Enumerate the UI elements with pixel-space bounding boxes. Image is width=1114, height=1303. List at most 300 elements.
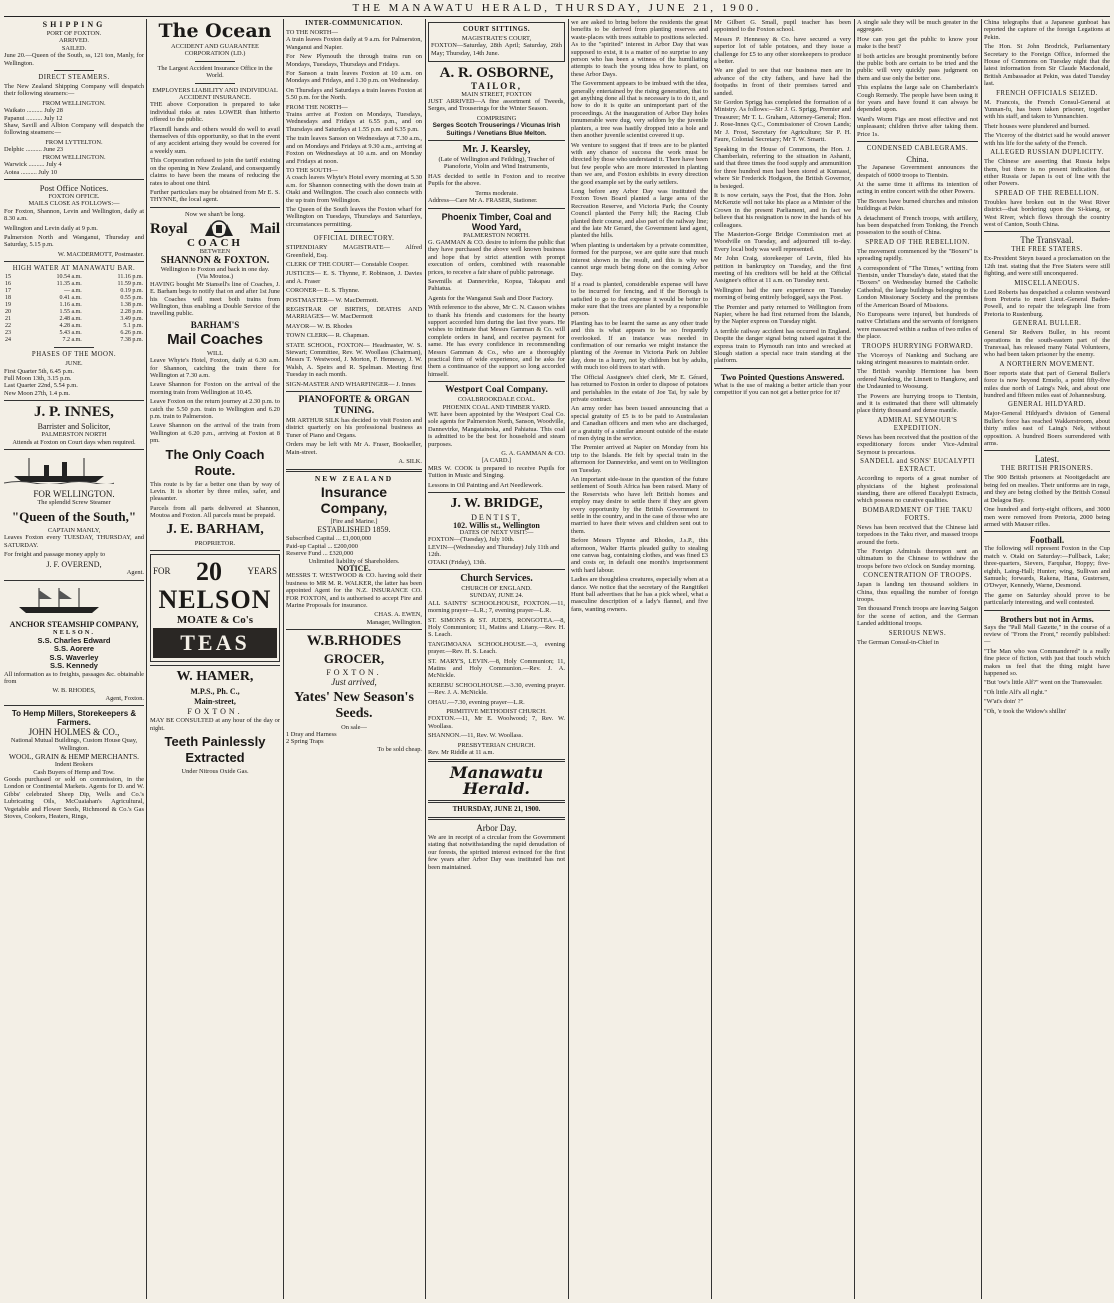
football-heading: Football. <box>1029 535 1065 546</box>
cable-subheading: ALLEGED RUSSIAN DUPLICITY. <box>990 149 1104 157</box>
cablegrams-heading: CONDENSED CABLEGRAMS. <box>866 145 969 153</box>
moon-month: JUNE. <box>65 360 83 368</box>
cable-subheading: BOMBARDMENT OF THE TAKU FORTS. <box>862 506 973 522</box>
news-paragraph: Ward's Worm Figs are most effective and not unpleasant; children thrive after taking them. Price 1s. <box>857 115 978 138</box>
news-paragraph: We are glad to see that our business men are in advance of the city fathers, and have had the footpaths in front of their premises tarred and sanded. <box>714 67 851 97</box>
column-rule <box>711 19 712 1299</box>
cable-subheading: GENERAL BULLER. <box>1012 320 1082 328</box>
from-wellington: FROM WELLINGTON. <box>42 153 106 161</box>
post-office-text: Wellington and Levin daily at 9 p.m. <box>4 224 98 232</box>
ic-label: TO THE SOUTH— <box>286 166 338 174</box>
tide-cell: 4.28 a.m. <box>59 323 82 330</box>
tide-cell: 2.28 p.m. <box>120 309 143 316</box>
tide-cell: 15 <box>5 274 11 281</box>
osborne-name: A. R. OSBORNE, <box>439 65 554 82</box>
cable-paragraph: No Europeans were injured, but hundreds of native Christians and the servants of foreigners were massacred within a radius of two miles of the place. <box>857 311 978 341</box>
proprietor-label: PROPRIETOR. <box>194 539 236 547</box>
terms-text: Terms moderate. <box>475 189 518 197</box>
sailed-label: SAILED. <box>61 44 87 52</box>
moon-line: First Quarter 5th, 6.45 p.m. <box>4 367 74 375</box>
cash-buyers: Cash Buyers of Hemp and Tow. <box>33 768 115 776</box>
news-paragraph: The Government appears to be imbued with the idea, generally entertained by the rising generation, that to get anything done all that is necessary is to do it, and how to do it is quite an unimportant part of the proceedings. At the inauguration of Arbor Day holes innumerable were dug, very seldom by the juvenile planters, a tree was hastily dropped into a hole and then another juvenile scientist covered it up. <box>571 80 708 140</box>
story-paragraph: "Oh, 'e took the Widow's shillin' <box>984 707 1067 715</box>
news-paragraph: If a road is planted, considerable expense will have to be incurred for fencing, and if the Borough is satisfied to go to that expense it would be better to make sure that the trees are planted by a responsible person. <box>571 280 708 318</box>
grocer-town: FOXTON. <box>326 668 382 678</box>
hamer-town: FOXTON. <box>187 707 243 717</box>
capital-line: Subscribed Capital ... £1,000,000 <box>286 535 372 543</box>
moon-line: Last Quarter 22nd, 5.54 p.m. <box>4 382 78 390</box>
innes-text: Attends at Foxton on Court days when required. <box>12 438 136 446</box>
coach-timetable: Leave Foxton on the return journey at 2.30 p.m. to catch the 5.50 p.m. train to Wellington and 6.20 p.m. train to Palmerston. <box>150 398 280 421</box>
orders-text: Orders may be left with Mr A. Fraser, Bookseller, Main-street. <box>286 441 422 456</box>
coach-timetable: Leave Shannon for Foxton on the arrival of the morning train from Wellington at 10.45. <box>150 381 280 396</box>
rhodes-agent: Agent, Foxton. <box>105 694 144 702</box>
moon-line: Full Moon 13th, 3.15 p.m. <box>4 374 72 382</box>
herald-date: THURSDAY, JUNE 21, 1900. <box>452 805 541 814</box>
steamer-line: Warwick .......... July 4 <box>4 161 62 169</box>
cable-subheading: ADMIRAL SEYMOUR'S EXPEDITION. <box>877 416 958 432</box>
parcels-text: Parcels from all parts delivered at Shannon, Moutoa and Foxton. All parcels must be prepaid. <box>150 504 280 520</box>
sunday-date: SUNDAY, JUNE 24. <box>469 592 524 600</box>
osborne-list: Serges Scotch Trouserings / Vicunas Irish Suitings / Venetians Blue Melton. <box>432 122 561 137</box>
capital-line: Reserve Fund ... £320,000 <box>286 550 354 558</box>
phoenix-heading: Phoenix Timber, Coal and Wood Yard, <box>441 211 552 232</box>
comprising-label: COMPRISING <box>476 114 517 122</box>
news-paragraph: An important side-issue in the question of the future settlement of South Africa has been raised. Many of the Reservists who have left British homes and employ may desire to settle there if they are given every opportunity by the British Government to settle in the country, and in the case of those who are married to have their wives and children sent out to them. <box>571 475 708 535</box>
ship-name: S.S. Aorere <box>53 644 95 654</box>
ocean-text: THE above Corporation is prepared to take individual risks at rates LOWER than hitherto offered to the public. <box>150 101 280 124</box>
kearsley-text: HAS decided to settle in Foxton and to receive Pupils for the above. <box>428 172 565 188</box>
anchor-company: ANCHOR STEAMSHIP COMPANY, <box>9 620 139 630</box>
directory-entry: JUSTICES— E. S. Thynne, F. Robinson, J. Davies and A. Fraser <box>286 270 422 285</box>
postmaster-signature: W. MACDERMOTT, Postmaster. <box>57 250 144 258</box>
page-masthead: THE MANAWATU HERALD, THURSDAY, JUNE 21, 1900. <box>352 2 762 14</box>
cable-paragraph: The Powers are hurrying troops to Tientsin, and it is estimated that there will ultimately place thirty thousand and dense mantle. <box>857 392 978 415</box>
steamship-illustration <box>4 456 114 484</box>
church-service: ST. MARY'S, LEVIN.—8, Holy Communion; 11, Matins and Holy Communion.—Rev. J. A. McNickle. <box>428 657 565 680</box>
silk-text: MR ARTHUR SILK has decided to visit Foxton and district quarterly on his professional business as Tuner of Piano and Organs. <box>286 417 422 439</box>
cable-subheading: GENERAL HILDYARD. <box>1007 401 1087 409</box>
tide-cell: 24 <box>5 337 11 344</box>
direct-steamers-heading: DIRECT STEAMERS. <box>38 74 110 82</box>
just-arrived: Just arrived, <box>331 676 377 687</box>
tide-cell: 7.2 a.m. <box>62 337 82 344</box>
news-paragraph: We venture to suggest that if trees are to be planted with any chance of success the work must be directed by those who understand it. There have been but few people who are more interested in planting than we are, and Foxton exhibits in every direction the good example set by the early settlers. <box>571 141 708 186</box>
news-paragraph: we are asked to bring before the residents the great benefits to be derived from planting reserves and waste-places with trees suitable to positions selected. As to the "spirited" interest in Arbor Day that was supposed to exist, it is a matter of no surprise to any person who has been a witness of the humiliating attempts to teach the young idea how to plant, on these Arbor Days. <box>571 19 708 78</box>
directory-entry: STIPENDIARY MAGISTRATE— Alfred Greenfield, Esq. <box>286 244 422 259</box>
ewen-title: Manager, Wellington. <box>366 618 422 626</box>
thanks-text: With reference to the above, Mr C. N. Casson wishes to thank his friends and customers for the hearty support accorded him during the last five years. He wishes to intimate that Messrs Gamman & Co. will complete orders in hand, and receive payment for same. He has every confidence in recommending Messrs Gamman & Co., who are a thoroughly practical firm of wide experience, and he asks for them a continuance of the support so long accorded himself. <box>428 304 565 378</box>
news-paragraph: Wellington had the rare experience on Tuesday morning of being entirely befogged, says the Post. <box>714 286 851 302</box>
sawmills-text: Sawmills at Dannevirke, Kopua, Takapau and Pahiatua. <box>428 277 565 293</box>
cable-paragraph: The German Consul-in-Chief in <box>857 638 939 646</box>
shipping-heading: SHIPPING <box>42 20 106 29</box>
tide-table <box>4 274 144 344</box>
ship-name: S.S. Waverley <box>49 652 99 662</box>
cable-paragraph: The British warship Hermione has been ordered Nanking, the Linnett to Hangkow, and the Undaunted to Woosung. <box>857 368 978 391</box>
cable-paragraph: M. Francois, the French Consul-General at Yunnan-fu, has been taken prisoner, together with his staff, and taken to Yunnanchien. <box>984 98 1110 121</box>
post-office-sub: FOXTON OFFICE. <box>48 192 100 200</box>
latest-heading: Latest. <box>1034 454 1060 465</box>
coalbrook-label: COALBROOKDALE COAL. <box>457 396 536 404</box>
news-paragraph: Before Messrs Thynne and Rhodes, J.s.P., this afternoon, Walter Harris pleaded guilty to stealing one canvas bag, containing clothes, and was fined £3 and costs or, in default one month's imprisonment with hard labour. <box>571 537 708 574</box>
merchants-heading: WOOL, GRAIN & HEMP MERCHANTS. <box>8 752 140 762</box>
coach-label: COACH <box>187 237 243 250</box>
gamman-signature: G. A. GAMMAN & CO. <box>501 450 565 458</box>
arbor-text: We are in receipt of a circular from the Government stating that notwithstanding the rapid denudation of our forests, the spirited interest evinced for the first few years after Arbor Day was instituted has not been maintained. <box>428 833 565 871</box>
church-service: Rev. Mr Riddle at 11 a.m. <box>428 749 495 757</box>
bridge-name: J. W. BRIDGE, <box>450 496 543 512</box>
nz-insurance-company: Insurance Company, <box>320 483 388 516</box>
from-lyttelton: FROM LYTTELTON. <box>45 138 103 146</box>
tide-cell: 11.16 p.m. <box>117 274 143 281</box>
tide-row <box>4 316 144 323</box>
tide-cell: 2.48 a.m. <box>59 316 82 323</box>
captain: CAPTAIN MANLY, <box>47 526 101 534</box>
for-wellington-heading: FOR WELLINGTON. <box>33 489 115 500</box>
cable-subheading: THE BRITISH PRISONERS. <box>1000 465 1094 473</box>
tide-cell: 18 <box>5 295 11 302</box>
ic-text: Trains arrive at Foxton on Mondays, Tuesdays, Wednesdays and Fridays at 6.55 p.m., and on Thursdays and Saturdays at 1.55 p.m. and 6.35 p.m. <box>286 111 422 133</box>
innes-title: Barrister and Solicitor, <box>37 422 111 432</box>
cable-subheading: SPREAD OF THE REBELLION. <box>994 189 1100 197</box>
nz-fire-marine: [Fire and Marine.] <box>330 517 378 525</box>
cable-paragraph: Japan is landing ten thousand soldiers in China, thus equalling the number of foreign troops. <box>857 581 978 603</box>
mail-label: Mail <box>250 220 280 237</box>
shaw-text: Shaw, Savill and Albion Company will despatch the following steamers:— <box>4 122 144 137</box>
tide-cell: 7.38 p.m. <box>120 337 143 344</box>
post-office-text: For Foxton, Shannon, Levin and Wellington, daily at 8.30 a.m. <box>4 207 144 223</box>
cable-paragraph: A correspondent of "The Times," writing from Tientsin, under Thursday's date, stated that the "Boxers" on Wednesday burned the Catholic Cathedral, the large buildings belonging to the London Missionary Society and the premises of the American Board of Missions. <box>857 264 978 309</box>
cable-subheading: FRENCH OFFICIALS SEIZED. <box>996 89 1098 97</box>
hamer-qualifications: M.P.S., Ph. C., <box>190 687 240 697</box>
news-paragraph: An army order has been issued announcing that a special gratuity of £5 is to be paid to Australasian and Canadian officers and men who are discharged, or a gratuity of a similar amount outside of the estate of men dying in the service. <box>571 405 708 442</box>
tide-cell: 17 <box>5 288 11 295</box>
court-text: FOXTON—Saturday, 28th April; Saturday, 26th May; Thursday, 14th June. <box>431 42 562 57</box>
church-service: ALL SAINTS' SCHOOLHOUSE, FOXTON.—11, morning prayer—L.R.; 7, evening prayer—L.R. <box>428 599 565 615</box>
tide-cell: 1.38 p.m. <box>120 302 143 309</box>
via-moutoa: (Via Moutoa.) <box>196 273 234 281</box>
cable-paragraph: Major-General Hildyard's division of General Buller's force has reached Wakkerstroom, about thirty miles east of Laing's Nek, without opposition. A hundred Boers surrendered with arms. <box>984 410 1110 448</box>
sailed-text: June 20.—Queen of the South, ss, 121 ton, Manly, for Wellington. <box>4 52 144 67</box>
tide-row <box>4 309 144 316</box>
cable-paragraph: China telegraphs that a Japanese gunboat has reported the capture of the foreign Legations at Pekin. <box>984 19 1110 41</box>
story-paragraph: "But 'ow's little Alf?" went on the Transvaaler. <box>984 679 1103 687</box>
ic-text: The Queen of the South leaves the Foxton wharf for Wellington on Tuesdays, Thursdays and Saturdays, circumstances permitting. <box>286 205 422 228</box>
story-paragraph: "Oh little Alf's all right." <box>984 688 1047 696</box>
address-text: Address—Care Mr A. FRASER, Stationer. <box>428 197 538 205</box>
directory-entry: TOWN CLERK— R. Chapman. <box>286 332 370 340</box>
arrived-label: ARRIVED. <box>59 37 89 45</box>
cable-paragraph: News has been received that the Chinese laid torpedoes in the Taku river, and massed troops around the forts. <box>857 523 978 546</box>
cable-paragraph: At the same time it affirms its intention of acting in entire concert with the other Powers. <box>857 180 978 196</box>
news-paragraph: The Official Assignee's chief clerk, Mr E. Gérard, has returned to Foxton in order to dispose of potatoes and perishables in the estate of Joe Tai, by sale by private contract. <box>571 373 708 403</box>
mail-coaches-heading: Mail Coaches <box>167 330 263 348</box>
piano-tuning-heading: PIANOFORTE & ORGAN TUNING. <box>298 395 410 417</box>
news-paragraph: Messrs P. Hennessy & Co. have secured a very superior lot of table potatoes, and they issue a challenge for £5 to any other storekeepers to produce a better. <box>714 35 851 66</box>
steamer-line: Papanui .......... July 12 <box>4 114 63 122</box>
court-heading: COURT SITTINGS. <box>462 26 531 33</box>
church-of-england: CHURCH OF ENGLAND. <box>461 584 532 592</box>
on-sale: On sale— <box>341 723 367 731</box>
directory-entry: MAYOR— W. B. Rhodes <box>286 322 353 330</box>
nz-established: ESTABLISHED 1859. <box>317 525 391 535</box>
news-paragraph: Speaking in the House of Commons, the Hon. J. Chamberlain, referring to the situation in Ashanti, said that three times the food supply and ammunition for three hundred men had been stored at Kumassi, where Sir Frederick Hodgson, the British Governor, is besieged. <box>714 145 851 190</box>
herald-title: Manawatu Herald. <box>449 763 544 799</box>
cable-paragraph: The 900 British prisoners at Nooitgedacht are being fed on mealies. Their uniforms are in rags, and they are being clothed by the British Consul at Delagoa Bay. <box>984 474 1110 504</box>
qa-text: What is the use of making a better article than your competitor if you can not get a better price for it? <box>714 381 851 397</box>
post-office-mails: MAILS CLOSE AS FOLLOWS:— <box>28 200 120 208</box>
direct-text: The New Zealand Shipping Company will despatch their following steamers:— <box>4 83 144 98</box>
two-questions-heading: Two Pointed Questions Answered. <box>720 371 845 382</box>
cable-paragraph: Lord Roberts has despatched a column westward from Pretoria to meet Lieut.-General Baden-Powell, and to repair the telegraph line from Pretoria to Rustenburg. <box>984 288 1110 318</box>
coach-timetable: Leave Whyte's Hotel, Foxton, daily at 6.30 a.m. for Shannon, catching the train there for Wellington at 7.30 a.m. <box>150 357 280 379</box>
will-label: WILL <box>207 349 223 357</box>
tide-cell: 5.43 a.m. <box>59 330 82 337</box>
steamer-line: Aotea .......... July 10 <box>4 168 58 176</box>
port-line: PORT OF FOXTON. <box>46 30 102 37</box>
news-paragraph: The Masterton-Gorge Bridge Commission met at Woodville on Tuesday, and adjourned till to-day. Every local body was well represented. <box>714 230 851 253</box>
ic-text: On Thursdays and Saturdays a train leaves Foxton at 5.50 p.m. for the North. <box>286 86 422 102</box>
yates-seeds: Yates' New Season's Seeds. <box>294 689 414 721</box>
column-8 <box>984 19 1110 1299</box>
employers-liability: EMPLOYERS LIABILITY AND INDIVIDUAL ACCIDENT INSURANCE. <box>152 86 278 102</box>
tide-cell: 0.41 a.m. <box>59 295 82 302</box>
teeth-heading: Teeth Painlessly Extracted <box>164 733 266 765</box>
osborne-street: MAIN STREET, FOXTON <box>461 90 532 98</box>
ocean-office: The Largest Accident Insurance Office in the World. <box>157 64 273 80</box>
barhams-label: BARHAM'S <box>190 319 240 330</box>
ic-text: For Sanson a train leaves Foxton at 10 a.m. on Mondays and Fridays, and 1.30 p.m. on Wednesday. <box>286 70 422 85</box>
directory-entry: SIGN-MASTER AND WHARFINGER— J. Innes <box>286 380 416 388</box>
column-rule <box>146 19 147 1299</box>
tide-cell: 20 <box>5 309 11 316</box>
cable-paragraph: News has been received that the position of the expeditionary forces under Vice-Admiral Seymour is precarious. <box>857 433 978 456</box>
china-heading: China. <box>906 154 929 165</box>
news-paragraph: The Premier arrived at Napier on Monday from his trip to the Islands. He felt by special train in the afternoon for Dannevirke, and went on to Wellington on Tuesday. <box>571 444 708 474</box>
cable-paragraph: General Sir Redvers Buller, in his recent operations in the south-eastern part of the Transvaal, has released many Natal Volunteers, who had been taken prisoner by the enemy. <box>984 329 1110 359</box>
moon-heading: PHASES OF THE MOON. <box>31 351 117 359</box>
coach-timetable: Leave Shannon on the arrival of the train from Wellington at 6.20 p.m., arriving at Foxton at 8 pm. <box>150 422 280 445</box>
anchor-nelson: NELSON. <box>53 629 95 637</box>
brothers-heading: Brothers but not in Arms. <box>1000 613 1094 624</box>
ewen-name: CHAS. A. EWEN, <box>374 611 422 619</box>
tide-cell: 19 <box>5 302 11 309</box>
rhodes-heading: W.B.RHODES <box>306 633 402 650</box>
holmes-name: JOHN HOLMES & CO., <box>28 727 120 738</box>
visit-line: LEVIN—(Wednesday and Thursday) July 11th and 12th. <box>428 543 560 559</box>
directory-entry: POSTMASTER— W. MacDermott. <box>286 296 379 304</box>
tide-cell: 5.1 p.m. <box>123 323 143 330</box>
moate-label: MOATE & Co's <box>176 614 254 627</box>
tide-cell: 16 <box>5 281 11 288</box>
royal-label: Royal <box>150 220 188 237</box>
ship-name: S.S. Kennedy <box>50 661 98 671</box>
westport-text: WE have been appointed by the Westport Coal Co. sole agents for Palmerston North, Sanson, Woodville, Dannevirke, Mangatainoka, and Pahiatua. This coal is admitted to be the best for household and steam purposes. <box>428 411 565 448</box>
tide-row <box>4 330 144 337</box>
church-service: OHAU.—7.30, evening prayer—L.R. <box>428 698 525 706</box>
cable-paragraph: The Foreign Admirals thereupon sent an ultimatum to the Chinese to withdraw the troops before two o'clock on Sunday morning. <box>857 547 978 570</box>
tailor-label: TAILOR, <box>470 81 523 92</box>
column-rule <box>981 19 982 1299</box>
liability-text: Unlimited liability of Shareholders. <box>308 557 400 565</box>
transvaal-heading: The Transvaal. <box>1020 235 1074 246</box>
directory-entry: REGISTRAR OF BIRTHS, DEATHS AND MARRIAGES— W. MacDermott <box>286 306 422 321</box>
capital-line: Paid-up Capital ... £200,000 <box>286 542 358 550</box>
church-service: TANGIMOANA SCHOOLHOUSE.—3, evening prayer.—Rev. H. S. Leach. <box>428 640 565 656</box>
sold-cheap: To be sold cheap. <box>377 745 422 753</box>
hamer-name: W. HAMER, <box>176 669 254 685</box>
tide-row <box>4 337 144 344</box>
nelson-teas-advert <box>150 554 280 662</box>
cable-paragraph: The Japanese Government announces the despatch of 6000 troops to Tientsin. <box>857 164 978 179</box>
osborne-text: JUST ARRIVED—A fine assortment of Tweeds, Serges, and Trouserings for the Winter Season. <box>428 98 565 113</box>
visit-heading: DATES OF NEXT VISIT:— <box>459 528 534 536</box>
cable-subheading: SANDELL and SONS' EUCALYPTI EXTRACT. <box>860 458 975 474</box>
card-label: [A CARD.] <box>481 457 512 465</box>
cable-paragraph: Their houses were plundered and burned. <box>984 122 1090 130</box>
tide-cell: 0.19 p.m. <box>120 288 143 295</box>
sale-item: 1 Dray and Harness <box>286 731 337 738</box>
cook-text: MRS W. COOK is prepared to receive Pupils for Tuition in Music and Singing. <box>428 464 565 480</box>
innes-name: J. P. INNES, <box>34 404 114 421</box>
column-rule <box>854 19 855 1299</box>
cable-paragraph: The Viceroy of the district said he would answer with his life for the safety of the French. <box>984 132 1110 147</box>
cable-paragraph: The Boxers have burned churches and mission buildings at Pekin. <box>857 197 978 213</box>
news-paragraph: Planting has to be learnt the same as any other trade and this is what appears to be so frequently overlooked. If an instance was needed in confirmation of our remarks we might instance the planting of the Avenue in Victoria Park on Jubilee day, done in a hurry, not by children but by adults, with much too old trees to start with. <box>571 319 708 372</box>
cable-paragraph: The Hon. St John Brodrick, Parliamentary Secretary to the Foreign Office, informed the House of Commons on Tuesday night that the latest information from Sir Claude Macdonald, British Ambassador at Pekin, was dated Tuesday last. <box>984 43 1110 88</box>
ic-text: A train leaves Foxton daily at 9 a.m. for Palmerston, Wanganui and Napier. <box>286 36 422 51</box>
news-paragraph: Mr John Craig, storekeeper of Levin, filed his petition in bankruptcy on Tuesday, and the first meeting of his creditors will be held at the Official Assignee's office at 11 a.m. on Tuesday next. <box>714 255 851 285</box>
lessons-text: Lessons in Oil Painting and Art Needlework. <box>428 481 543 489</box>
silk-signature: A. SILK. <box>398 458 422 466</box>
tide-cell: 6.26 p.m. <box>120 330 143 337</box>
tide-cell: 11.59 p.m. <box>117 281 143 288</box>
column-2 <box>150 19 280 1299</box>
cable-paragraph: Ten thousand French troops are leaving Saigon for the scene of action, and the German Landed additional troops. <box>857 605 978 628</box>
innes-place: PALMERSTON NORTH <box>41 431 107 439</box>
ocean-subtitle: ACCIDENT AND GUARANTEE CORPORATION (LD.) <box>171 43 259 58</box>
news-paragraph: How can you get the public to know your make is the best? <box>857 35 978 51</box>
cable-paragraph: The Viceroys of Nanking and Suchang are taking stringent measures to maintain order. <box>857 351 978 367</box>
church-service: FOXTON.—11, Mr E. Woolwood; 7, Rev. W. Woollass. <box>428 715 565 730</box>
queen-of-the-south: "Queen of the South," <box>11 508 137 524</box>
post-office-text: Palmerston North and Wanganui, Thursday and Saturday, 5.15 p.m. <box>4 233 144 249</box>
court-sub: MAGISTRATE'S COURT, <box>461 35 532 42</box>
official-directory-heading: OFFICIAL DIRECTORY. <box>313 235 395 243</box>
news-paragraph: Sir Gordon Sprigg has completed the formation of a Ministry. As follows:—Sir J. G. Sprigg, Premier and Treasurer; Mr T. L. Graham, Attorney-General; Hon. J. Rose-Innes Q.C., Commissioner of Crown Lands; Mr J. Frost, Secretary for Agriculture; Sir P. H. Faure, Colonial Secretary; Mr T. W. Smartt. <box>714 99 851 144</box>
masthead-rule <box>4 16 1110 17</box>
ship-illustration <box>4 587 114 615</box>
cable-paragraph: The Chinese are asserting that Russia helps them, but there is no present indication that either Russia or Japan is out of line with the other Powers. <box>984 158 1110 188</box>
cable-subheading: CONCENTRATION OF TROOPS. <box>863 572 972 580</box>
tide-row <box>4 274 144 281</box>
column-1 <box>4 19 144 1299</box>
cable-paragraph: One hundred and forty-eight officers, and 3000 men were removed from Pretoria, 2000 being armed with Mauser rifles. <box>984 506 1110 528</box>
twenty-label: 20 <box>196 557 222 587</box>
bridge-address: 102. Willis st., Wellington <box>453 520 540 530</box>
ocean-text: Flaxmill hands and others would do well to avail themselves of this opportunity, so that in the event of any accident arising they would be covered for a weekly sum. <box>150 125 280 155</box>
cable-paragraph: Troubles have broken out in the West River district—that bordering upon the Si-kiang, or West River, which flows through the country west of Canton, South China. <box>984 198 1110 228</box>
cable-paragraph: According to reports of a great number of physicians of the highest professional standing, there are offered Eucalypti Extracts, which possess no curative qualities. <box>857 475 978 505</box>
route-text: This route is by far a better one than by way of Levin. It is shorter by three miles, safer, and pleasanter. <box>150 480 280 503</box>
barham-name: J. E. BARHAM, <box>166 521 264 537</box>
steamer-line: Waikato .......... July 28 <box>4 107 63 115</box>
kearsley-name: Mr. J. Kearsley, <box>462 144 531 156</box>
arbor-day-heading: Arbor Day. <box>476 822 517 833</box>
coach-text: Wellington to Foxton and back in one day. <box>160 265 270 273</box>
teas-label: TEAS <box>153 628 277 658</box>
news-paragraph: If both articles are brought prominently before the public both are certain to be tried and the public will very quickly pass judgment on them and use only the better one. <box>857 52 978 82</box>
steamer-line: Delphic .......... June 23 <box>4 146 64 154</box>
news-paragraph: Long before any Arbor Day was instituted the Foxton Town Board planted a large area of the Recreation Reserve, and Victoria Park; the County Council planted the Ferry hill; the Racing Club planted their course, and also part of the railway line; and the late Mr Gerard, the Government land agent, planted the hills. <box>571 187 708 240</box>
freight-text: For freight and passage money apply to <box>4 551 106 559</box>
overend-name: J. F. OVEREND, <box>46 560 102 570</box>
screw-steamer: The splendid Screw Steamer <box>37 499 111 507</box>
ic-text: The train leaves Sanson on Wednesdays at 7.30 a.m., and on Mondays and Fridays at 9.30 a.m., arriving at Foxton on Wednesdays at 10 a.m. and on Monday and Fridays at noon. <box>286 135 422 165</box>
visit-line: OTAKI (Friday), 13th. <box>428 558 487 566</box>
directory-entry: CORONER— E. S. Thynne. <box>286 287 360 295</box>
news-paragraph: It is now certain, says the Post, that the Hon. John McKenzie will not take his place as a Minister of the Crown in the present Parliament, and in fact we believe that his resignation is now in the hands of his colleagues. <box>714 191 851 229</box>
tide-cell: — a.m. <box>63 288 82 295</box>
news-paragraph: This explains the large sale on Chamberlain's Cough Remedy. The people have been using it for years and have found it can always be depended upon. <box>857 84 978 114</box>
column-rule <box>568 19 569 1299</box>
column-rule <box>283 19 284 1299</box>
ic-label: FROM THE NORTH— <box>286 103 348 111</box>
hemp-millers-heading: To Hemp Millers, Storekeepers & Farmers. <box>11 709 137 728</box>
tide-cell: 22 <box>5 323 11 330</box>
tide-row <box>4 302 144 309</box>
tide-cell: 21 <box>5 316 11 323</box>
news-paragraph: When planting is undertaken by a private committee, formed for the purpose, we are quite sure that much interest shown in the result, and this is why we cannot urge much being done on the coming Arbor Day. <box>571 241 708 279</box>
ic-text: A coach leaves Whyte's Hotel every morning at 5.30 a.m. for Shannon connecting with the down train at Otaki and Wellington. The coach also connects with the up train from Wellington. <box>286 174 422 204</box>
tide-row <box>4 323 144 330</box>
goods-text: Goods purchased or sold on commission, in the London or Continental Markets. Agents for D. and W. Gibbs' celebrated Sheep Dip, Wells and Co.'s Lubricating Oils, McCuaiahan's Agricultural, Vegetable and Flower Seeds, Richmond & Co.'s Gas Stoves, Cookers, Heaters, Rings, <box>4 775 144 820</box>
ocean-text: Further particulars may be obtained from Mr E. S. THYNNE, the local agent. <box>150 188 280 204</box>
cable-paragraph: A detachment of French troops, with artillery, has been despatched from Tonking, the French possession to the south of China. <box>857 214 978 237</box>
cable-paragraph: Boer reports state that part of General Buller's force is now beyond Ermelo, a point fifty-five miles due north of Laing's Nek, and about one hundred and fifteen miles east of Johannesburg. <box>984 369 1110 400</box>
westport-heading: Westport Coal Company. <box>445 385 548 396</box>
church-service: KEREBU SCHOOLHOUSE.—3.30, evening prayer.—Rev. J. A. McNickle. <box>428 681 565 697</box>
post-office-heading: Post Office Notices. <box>39 182 109 193</box>
ocean-text: This Corporation refused to join the tariff existing on the opening in New Zealand, and consequently claims to have been the means of reducing the rates to about one third. <box>150 157 280 187</box>
tide-row <box>4 288 144 295</box>
tide-cell: 1.55 a.m. <box>59 309 82 316</box>
grocer-label: GROCER, <box>323 651 385 667</box>
moon-line: New Moon 27th, 1.4 p.m. <box>4 389 71 397</box>
football-paragraph: The game on Saturday should prove to be particularly interesting, and well contested. <box>984 591 1110 607</box>
between-label: BETWEEN <box>199 247 231 255</box>
dentist-label: DENTIST, <box>471 513 522 523</box>
coach-tagline: Now we shan't be long. <box>185 210 245 218</box>
news-paragraph: A single sale they will be much greater in the aggregate. <box>857 19 978 34</box>
phoenix-yard: PHOENIX COAL AND TIMBER YARD. <box>442 403 551 411</box>
rhodes-name: W. B. RHODES, <box>52 687 96 695</box>
ship-name: S.S. Charles Edward <box>37 635 111 645</box>
visit-line: FOXTON—(Tuesday), July 10th. <box>428 536 515 544</box>
column-4 <box>428 19 565 1299</box>
tide-row <box>4 295 144 302</box>
tide-row <box>4 281 144 288</box>
church-service: SHANNON.—11, Rev. W. Woollass. <box>428 732 523 740</box>
news-paragraph: Ladies are thoughtless creatures, especially when at a dance. We notice that the secretary of the Rangitikei Hunt ball advertises that he has a pick wheel, what a masculine description of a lady's flannel, and five fans, wanting owners. <box>571 576 708 613</box>
directory-entry: CLERK OF THE COURT— Constable Cooper. <box>286 260 409 268</box>
ocean-title: The Ocean <box>158 20 272 42</box>
cable-subheading: THE FREE STATERS. <box>1011 246 1083 254</box>
sale-item: 2 Spring Traps <box>286 738 324 746</box>
tide-cell: 10.54 a.m. <box>56 274 82 281</box>
cable-subheading: A NORTHERN MOVEMENT. <box>999 360 1095 368</box>
